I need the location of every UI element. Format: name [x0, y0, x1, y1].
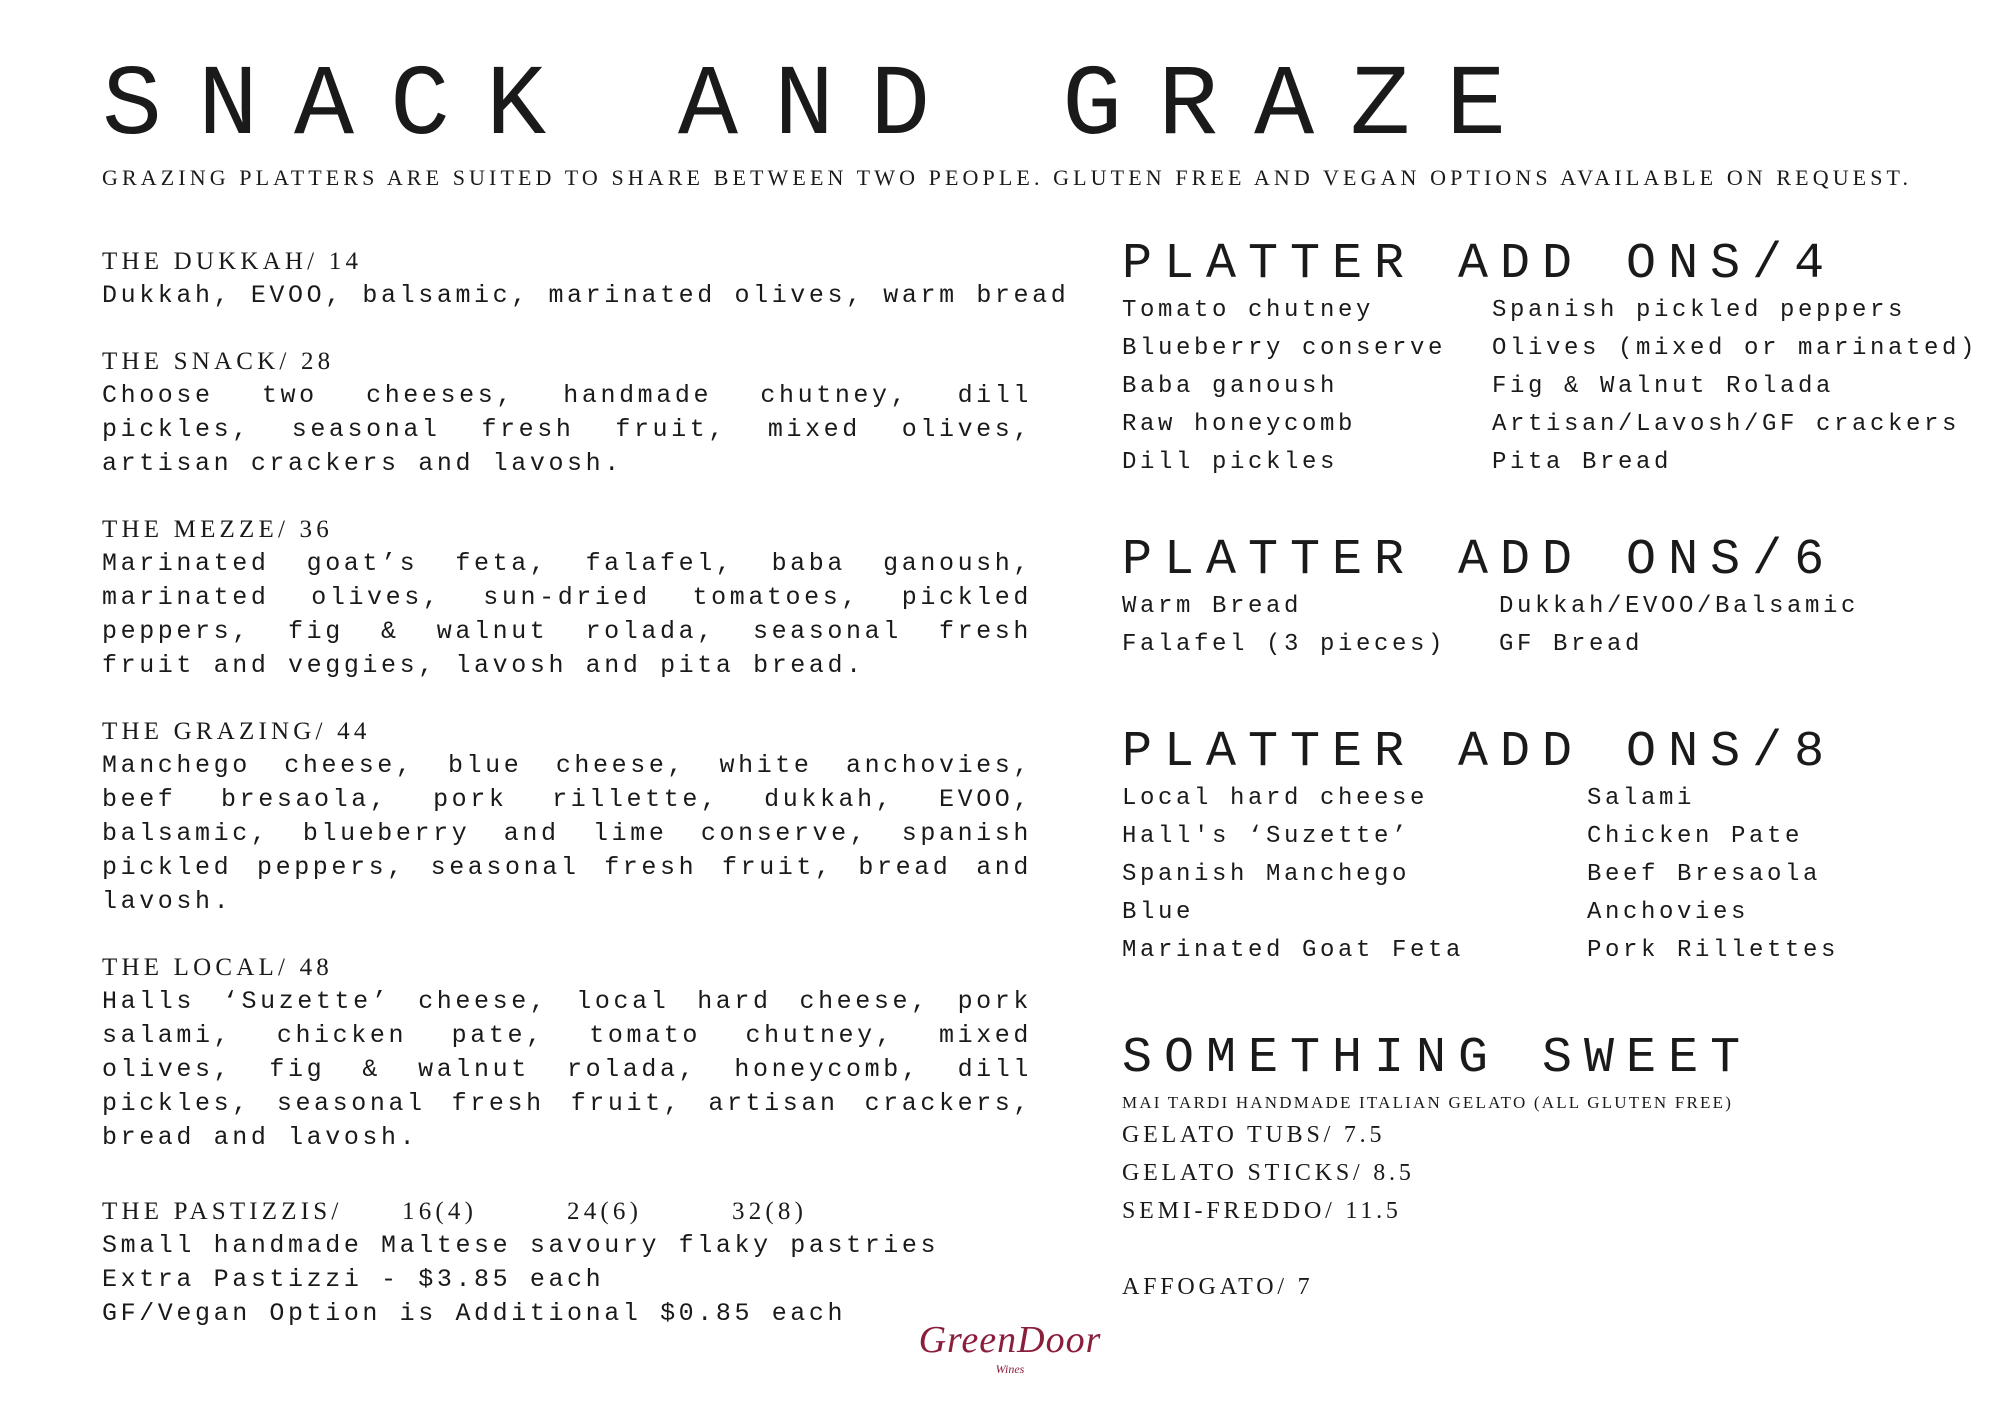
- addon-item: Tomato chutney: [1122, 297, 1375, 324]
- pastizzi-description: Small handmade Maltese savoury flaky pastries: [102, 1231, 940, 1260]
- page-title: SNACK AND GRAZE: [102, 51, 1543, 164]
- menu-item-snack: [102, 345, 1032, 481]
- logo-subtitle: Wines: [995, 1362, 1025, 1376]
- addon-item: Pork Rillettes: [1587, 937, 1840, 964]
- addon-item: Olives (mixed or marinated): [1492, 335, 1979, 362]
- menu-item-desc: Choose two cheeses, handmade chutney, dill pickles, seasonal fresh fruit, mixed olives, artisan crackers and lavosh.: [102, 381, 1032, 478]
- addons-4-list: [1122, 292, 1978, 482]
- sweet-item: GELATO STICKS/ 8.5: [1122, 1160, 1415, 1186]
- something-sweet-heading: SOMETHING SWEET: [1122, 1030, 1753, 1087]
- addons-8-heading: PLATTER ADD ONS/8: [1122, 724, 1837, 781]
- pastizzi-title: THE PASTIZZIS/: [102, 1198, 343, 1225]
- logo-wordmark: GreenDoor: [918, 1319, 1102, 1361]
- addons-6-heading: PLATTER ADD ONS/6: [1122, 532, 1837, 589]
- menu-item-title: THE DUKKAH/ 14: [102, 248, 363, 275]
- menu-item-title: THE LOCAL/ 48: [102, 954, 333, 981]
- addon-item: Anchovies: [1587, 899, 1750, 926]
- menu-item-mezze: [102, 513, 1032, 683]
- addon-item: Raw honeycomb: [1122, 411, 1357, 438]
- addon-item: Spanish Manchego: [1122, 861, 1411, 888]
- addon-item: Local hard cheese: [1122, 785, 1429, 812]
- addons-6-list: [1122, 588, 1859, 664]
- menu-items-column: [102, 245, 1070, 1363]
- gelato-note: MAI TARDI HANDMADE ITALIAN GELATO (ALL GLUTEN FREE): [1122, 1093, 1734, 1112]
- menu-item-title: [102, 1195, 1032, 1229]
- addon-item: GF Bread: [1499, 631, 1644, 658]
- menu-item-local: [102, 951, 1032, 1155]
- pastizzi-gf-vegan: GF/Vegan Option is Additional $0.85 each: [102, 1299, 847, 1328]
- menu-item-desc: Marinated goat’s feta, falafel, baba ganoush, marinated olives, sun-dried tomatoes, pickled peppers, fig & walnut rolada, seasonal fresh fruit and veggies, lavosh and pita bread.: [102, 549, 1032, 680]
- menu-item-desc: Halls ‘Suzette’ cheese, local hard cheese, pork salami, chicken pate, tomato chutney, mixed olives, fig & walnut rolada, honeycomb, dill pickles, seasonal fresh fruit, artisan crackers, bread and lavosh.: [102, 987, 1032, 1152]
- addon-item: Marinated Goat Feta: [1122, 937, 1465, 964]
- addon-item: Falafel (3 pieces): [1122, 631, 1447, 658]
- menu-item-title: THE GRAZING/ 44: [102, 718, 371, 745]
- addon-item: Beef Bresaola: [1587, 861, 1822, 888]
- green-door-logo: [900, 1318, 1120, 1388]
- addon-item: Chicken Pate: [1587, 823, 1804, 850]
- addons-8-section: [1122, 724, 1840, 970]
- menu-item-desc: Manchego cheese, blue cheese, white anchovies, beef bresaola, pork rillette, dukkah, EVOO, balsamic, blueberry and lime conserve, spanish pickled peppers, seasonal fresh fruit, bread and lavosh.: [102, 751, 1032, 916]
- pastizzi-price-6: 24(6): [567, 1198, 643, 1225]
- addon-item: Artisan/Lavosh/GF crackers: [1492, 411, 1961, 438]
- addon-item: Baba ganoush: [1122, 373, 1339, 400]
- addon-item: Fig & Walnut Rolada: [1492, 373, 1835, 400]
- addon-item: Salami: [1587, 785, 1696, 812]
- affogato-item: AFFOGATO/ 7: [1122, 1274, 1314, 1300]
- pastizzi-extra: Extra Pastizzi - $3.85 each: [102, 1265, 605, 1294]
- menu-item-dukkah: [102, 245, 1070, 313]
- menu-item-pastizzis: [102, 1195, 1032, 1331]
- addons-8-list: [1122, 780, 1839, 970]
- addons-4-heading: PLATTER ADD ONS/4: [1122, 236, 1837, 293]
- addon-item: Pita Bread: [1492, 449, 1673, 476]
- addons-4-section: [1122, 236, 1979, 482]
- menu-item-grazing: [102, 715, 1032, 919]
- addon-item: Blueberry conserve: [1122, 335, 1447, 362]
- pastizzi-price-8: 32(8): [732, 1198, 808, 1225]
- addon-item: Blue: [1122, 899, 1195, 926]
- menu-item-title: THE MEZZE/ 36: [102, 516, 333, 543]
- something-sweet-section: [1122, 1030, 1753, 1306]
- sweet-item: SEMI-FREDDO/ 11.5: [1122, 1198, 1402, 1224]
- addon-item: Dukkah/EVOO/Balsamic: [1499, 593, 1860, 620]
- sweet-item: GELATO TUBS/ 7.5: [1122, 1122, 1386, 1148]
- pastizzi-price-4: 16(4): [402, 1198, 478, 1225]
- menu-item-title: THE SNACK/ 28: [102, 348, 335, 375]
- addon-item: Warm Bread: [1122, 593, 1303, 620]
- page-subtitle: GRAZING PLATTERS ARE SUITED TO SHARE BETWEEN TWO PEOPLE. GLUTEN FREE AND VEGAN OPTIONS AVAILABLE ON REQUEST.: [102, 165, 1913, 190]
- menu-item-desc: Dukkah, EVOO, balsamic, marinated olives, warm bread: [102, 281, 1070, 310]
- addon-item: Hall's ‘Suzette’: [1122, 823, 1411, 850]
- addons-6-section: [1122, 532, 1860, 664]
- addon-item: Spanish pickled peppers: [1492, 297, 1907, 324]
- addon-item: Dill pickles: [1122, 449, 1339, 476]
